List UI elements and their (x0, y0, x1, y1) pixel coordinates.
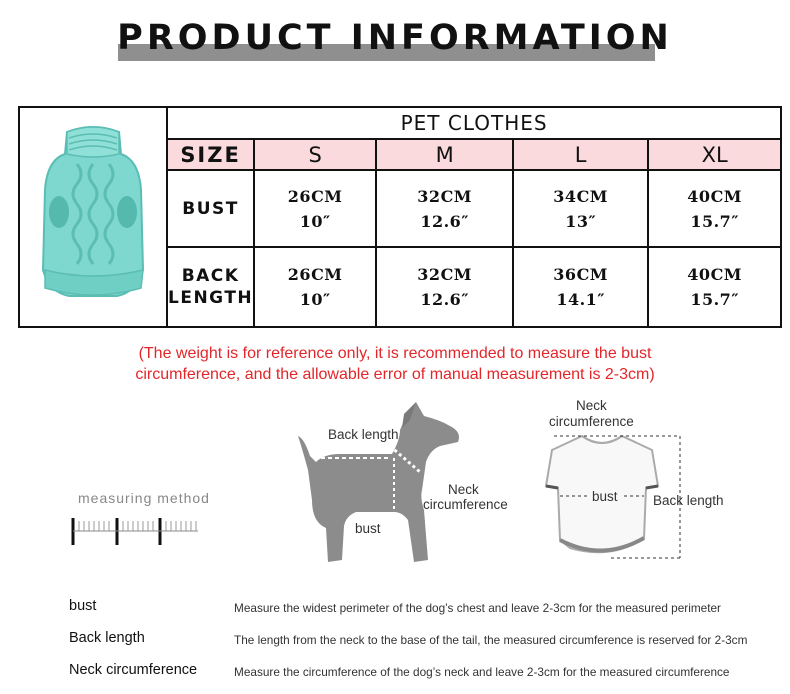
bust-l-cm: 34CM (553, 186, 609, 206)
back-l (513, 247, 648, 327)
back-m-inch: 12.6″ (420, 290, 469, 309)
back-length-label-line2: LENGTH (168, 288, 254, 308)
back-xl-inch: 15.7″ (690, 290, 739, 309)
shirt-back-length-label: Back length (653, 493, 724, 508)
definition-desc: The length from the neck to the base of the tail, the measured circumference is reserved for 2-3cm (234, 633, 748, 647)
bust-s-cm: 26CM (287, 186, 343, 206)
dog-neck-label-line2: circumference (423, 497, 508, 512)
back-length-row-label (167, 247, 254, 327)
ruler-icon (70, 515, 202, 547)
size-m: M (376, 139, 513, 170)
header (0, 0, 790, 70)
dog-neck-label-line1: Neck (448, 482, 479, 497)
bust-s (254, 170, 376, 247)
back-xl (648, 247, 781, 327)
back-m-cm: 32CM (417, 265, 473, 284)
definition-term: Back length (69, 630, 145, 646)
definition-term: Neck circumference (69, 662, 198, 678)
size-s: S (254, 139, 376, 170)
size-xl: XL (648, 139, 781, 170)
bust-m (376, 170, 513, 247)
back-s-cm: 26CM (287, 265, 343, 284)
back-xl-cm: 40CM (687, 265, 743, 284)
table-title: PET CLOTHES (167, 107, 781, 139)
definition-desc: Measure the circumference of the dog’s neck and leave 2-3cm for the measured circumference (234, 665, 730, 679)
product-photo-cell (19, 107, 167, 327)
shirt-neck-label-line2: circumference (549, 414, 634, 429)
size-header-label: SIZE (167, 139, 254, 170)
back-l-cm: 36CM (553, 265, 609, 284)
bust-m-cm: 32CM (417, 186, 473, 206)
bust-l-inch: 13″ (565, 211, 597, 231)
back-s-inch: 10″ (299, 290, 331, 309)
back-length-label-line1: BACK (181, 266, 240, 286)
shirt-bust-label: bust (592, 489, 618, 504)
bust-l (513, 170, 648, 247)
definition-row (0, 630, 790, 662)
note-line2: circumference, and the allowable error of manual measurement is 2-3cm) (135, 366, 655, 383)
bust-row-label: BUST (167, 170, 254, 247)
dog-bust-label: bust (355, 521, 381, 536)
bust-s-inch: 10″ (299, 211, 331, 231)
dog-back-length-label: Back length (328, 427, 399, 442)
page-title: PRODUCT INFORMATION (117, 18, 673, 58)
size-l: L (513, 139, 648, 170)
note-line1: (The weight is for reference only, it is recommended to measure the bust (138, 345, 652, 362)
reference-note (0, 343, 790, 385)
definition-term: bust (69, 598, 97, 614)
bust-xl (648, 170, 781, 247)
back-m (376, 247, 513, 327)
size-chart-table (18, 106, 782, 328)
definition-row (0, 662, 790, 694)
bust-xl-cm: 40CM (687, 186, 743, 206)
shirt-neck-label-line1: Neck (576, 398, 607, 413)
back-l-inch: 14.1″ (556, 290, 605, 309)
definition-row (0, 598, 790, 630)
back-s (254, 247, 376, 327)
sweater-image (33, 120, 153, 310)
bust-xl-inch: 15.7″ (690, 211, 739, 231)
definition-desc: Measure the widest perimeter of the dog’s chest and leave 2-3cm for the measured perimeter (234, 601, 721, 615)
measuring-method-label: measuring method (78, 490, 210, 506)
bust-m-inch: 12.6″ (420, 211, 469, 231)
